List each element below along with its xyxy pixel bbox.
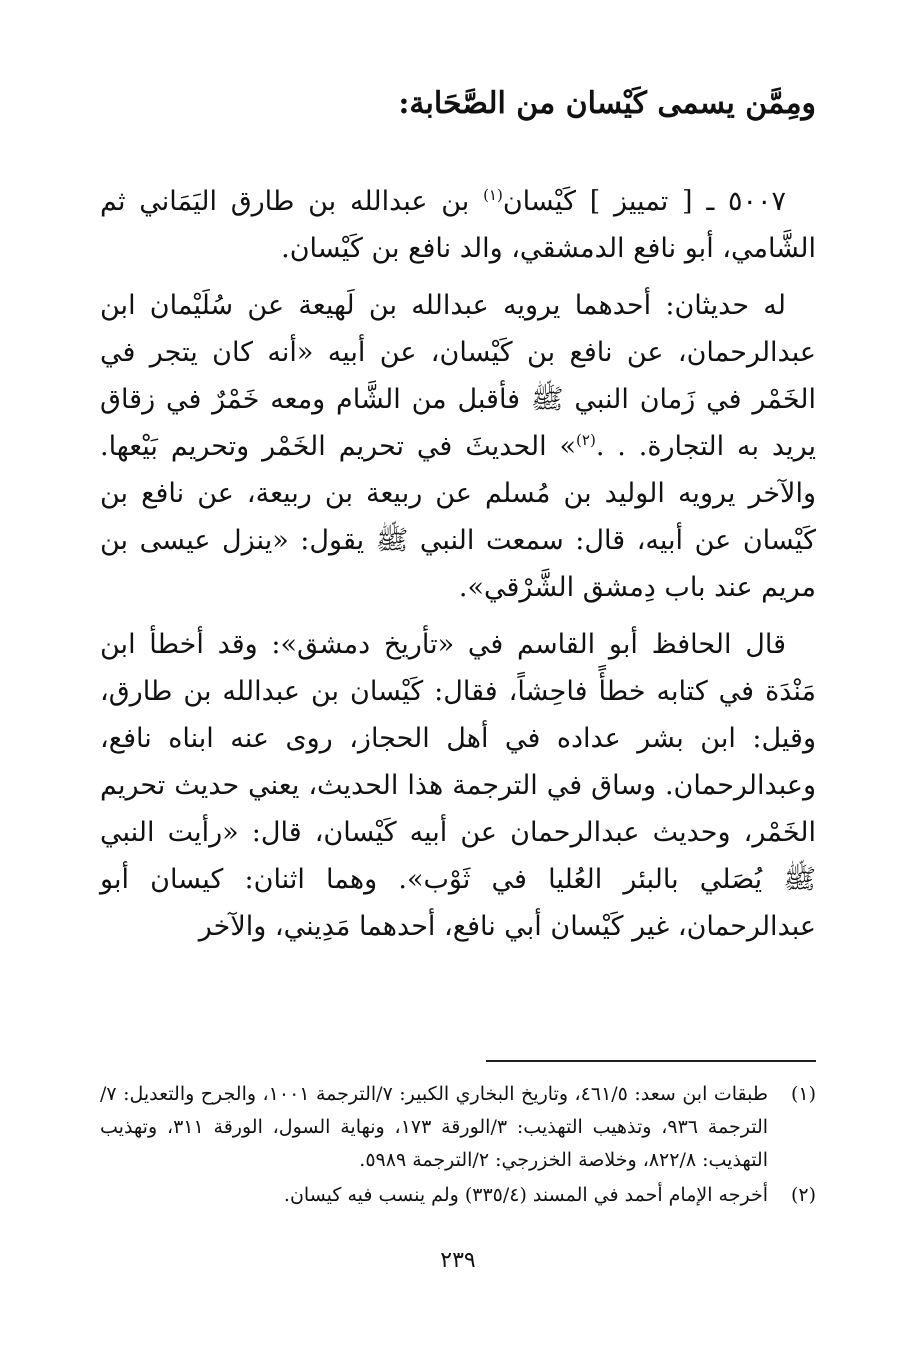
hadith-text-start: له حديثان: أحدهما يرويه عبدالله بن لَهيعة عن سُلَيْمان ابن عبدالرحمان، عن نافع بن كَيْسان، عن أبيه «أنه كان يتجر في الخَمْر في زَمان النبي ﷺ فأقبل من الشَّام ومعه خَمْرٌ في زقاق يريد به التجارة. . . <box>100 290 816 462</box>
entry-paragraph <box>100 178 816 272</box>
entry-text-start: ٥٠٠٧ ـ [ تمييز ] كَيْسان <box>502 186 786 217</box>
footnote-number: (١) <box>790 1083 816 1105</box>
footnote-number: (٢) <box>790 1184 816 1206</box>
footnote-text: طبقات ابن سعد: ٤٦١/٥، وتاريخ البخاري الكبير: ٧/الترجمة ١٠٠١، والجرح والتعديل: ٧/الترجمة ٩٣٦، وتذهيب التهذيب: ٣/الورقة ١٧٣، ونهاية السول، الورقة ٣١١، وتهذيب التهذيب: ٨٢٢/٨، وخلاصة الخزرجي: ٢/الترجمة ٥٩٨٩. <box>100 1083 769 1171</box>
footnote-mark-1[interactable]: (١) <box>483 186 503 204</box>
hadith-paragraph <box>100 282 816 611</box>
footnotes <box>100 1078 816 1214</box>
footnote-1 <box>100 1078 816 1177</box>
footnote-text: أخرجه الإمام أحمد في المسند (٣٣٥/٤) ولم ينسب فيه كيسان. <box>283 1184 768 1206</box>
section-heading: ومِمَّن يسمى كَيْسان من الصَّحَابة: <box>398 86 816 121</box>
hadith-text-end: » الحديثَ في تحريم الخَمْر وتحريم بَيْعها. والآخر يرويه الوليد بن مُسلم عن ربيعة بن ربيعة، عن نافع بن كَيْسان عن أبيه، قال: سمعت النبي ﷺ يقول: «ينزل عيسى بن مريم عند باب دِمشق الشَّرْقي». <box>100 431 816 603</box>
book-page <box>100 0 816 1346</box>
footnote-2 <box>100 1179 816 1212</box>
commentary-paragraph: قال الحافظ أبو القاسم في «تأريخ دمشق»: وقد أخطأ ابن مَنْدَة في كتابه خطأً فاحِشاً، فقال: كَيْسان بن عبدالله بن طارق، وقيل: ابن بشر عداده في أهل الحجاز، روى عنه ابناه نافع، وعبدالرحمان. وساق في الترجمة هذا الحديث، يعني حديث تحريم الخَمْر، وحديث عبدالرحمان عن أبيه كَيْسان، قال: «رأيت النبي ﷺ يُصَلي بالبئر العُليا في ثَوْب». وهما اثنان: كيسان أبو عبدالرحمان، غير كَيْسان أبي نافع، أحدهما مَدِيني، والآخر <box>100 629 816 942</box>
entry-text-end: بن عبدالله بن طارق اليَمَاني ثم الشَّامي، أبو نافع الدمشقي، والد نافع بن كَيْسان. <box>100 186 816 264</box>
page-number: ٢٣٩ <box>440 1248 476 1273</box>
footnote-divider <box>486 1060 816 1062</box>
footnote-mark-2[interactable]: (٢) <box>576 431 596 449</box>
entry-body <box>100 178 816 960</box>
